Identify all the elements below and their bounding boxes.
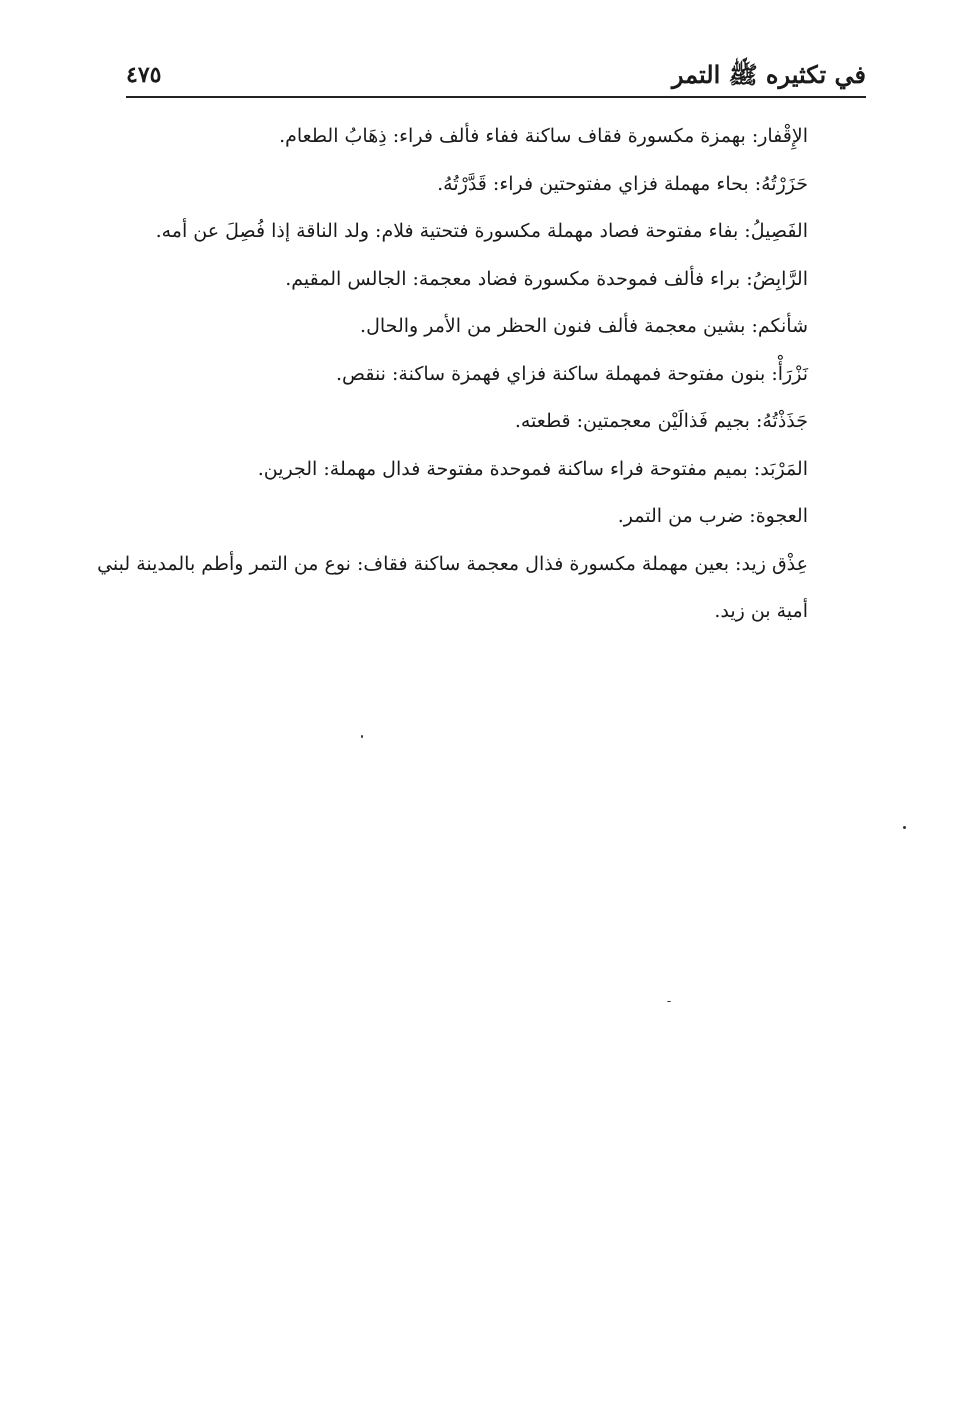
glossary-entry: [126, 161, 808, 209]
entry-headword: الرَّابِضُ: [752, 267, 808, 290]
glossary-entry: [126, 493, 808, 541]
entry-definition: : براء فألف فموحدة مكسورة فضاد معجمة: الجالس المقيم.: [285, 267, 753, 290]
entry-headword: المَرْبَد: [760, 457, 808, 480]
page-number: ٤٧٥: [126, 62, 162, 88]
entry-definition: : بجيم فَذالَيْن معجمتين: قطعته.: [514, 410, 763, 432]
entry-definition: : بنون مفتوحة فمهملة ساكنة فزاي فهمزة ساكنة: ننقص.: [336, 362, 778, 385]
glossary-entry: [126, 113, 808, 161]
entry-headword: شأنكم: [757, 315, 808, 337]
scan-speck: [361, 735, 363, 738]
glossary-entry: [126, 303, 808, 351]
glossary-list: [97, 113, 808, 635]
running-title: في تكثيره ﷺ التمر: [671, 60, 866, 89]
entry-definition: : بشين معجمة فألف فنون الحظر من الأمر والحال.: [360, 315, 758, 337]
entry-headword: عِذْق زيد: [741, 552, 808, 575]
running-header: [126, 52, 866, 92]
entry-definition: : ضرب من التمر.: [617, 505, 756, 527]
entry-headword: جَذَذْتُهُ: [762, 410, 808, 432]
glossary-entry: [126, 256, 808, 304]
entry-definition: : بميم مفتوحة فراء ساكنة فموحدة مفتوحة فدال مهملة: الجرين.: [257, 457, 761, 480]
entry-definition: : بعين مهملة مكسورة فذال معجمة ساكنة فقاف: نوع من التمر وأطم بالمدينة لبني أمية بن زيد.: [97, 552, 808, 622]
glossary-entry: [126, 351, 808, 399]
entry-headword: حَزَرْتُهُ: [761, 172, 808, 195]
entry-definition: : بفاء مفتوحة فصاد مهملة مكسورة فتحتية فلام: ولد الناقة إذا فُصِلَ عن أمه.: [155, 220, 751, 242]
header-rule: [126, 96, 866, 98]
glossary-entry: [126, 398, 808, 446]
scan-speck: [667, 1001, 671, 1002]
entry-headword: الإِقْفار: [758, 125, 808, 147]
glossary-entry: [126, 446, 808, 494]
glossary-entry: [68, 541, 808, 635]
entry-headword: العجوة: [755, 505, 808, 527]
scan-speck: [903, 826, 906, 829]
entry-definition: : بحاء مهملة فزاي مفتوحتين فراء: قَدَّرْتُهُ.: [437, 172, 762, 195]
entry-headword: نَزْرَأْ: [777, 362, 808, 385]
glossary-entry: [126, 208, 808, 256]
entry-headword: الفَصِيلُ: [750, 220, 808, 242]
entry-definition: : بهمزة مكسورة فقاف ساكنة ففاء فألف فراء: ذِهَابُ الطعام.: [279, 125, 759, 147]
